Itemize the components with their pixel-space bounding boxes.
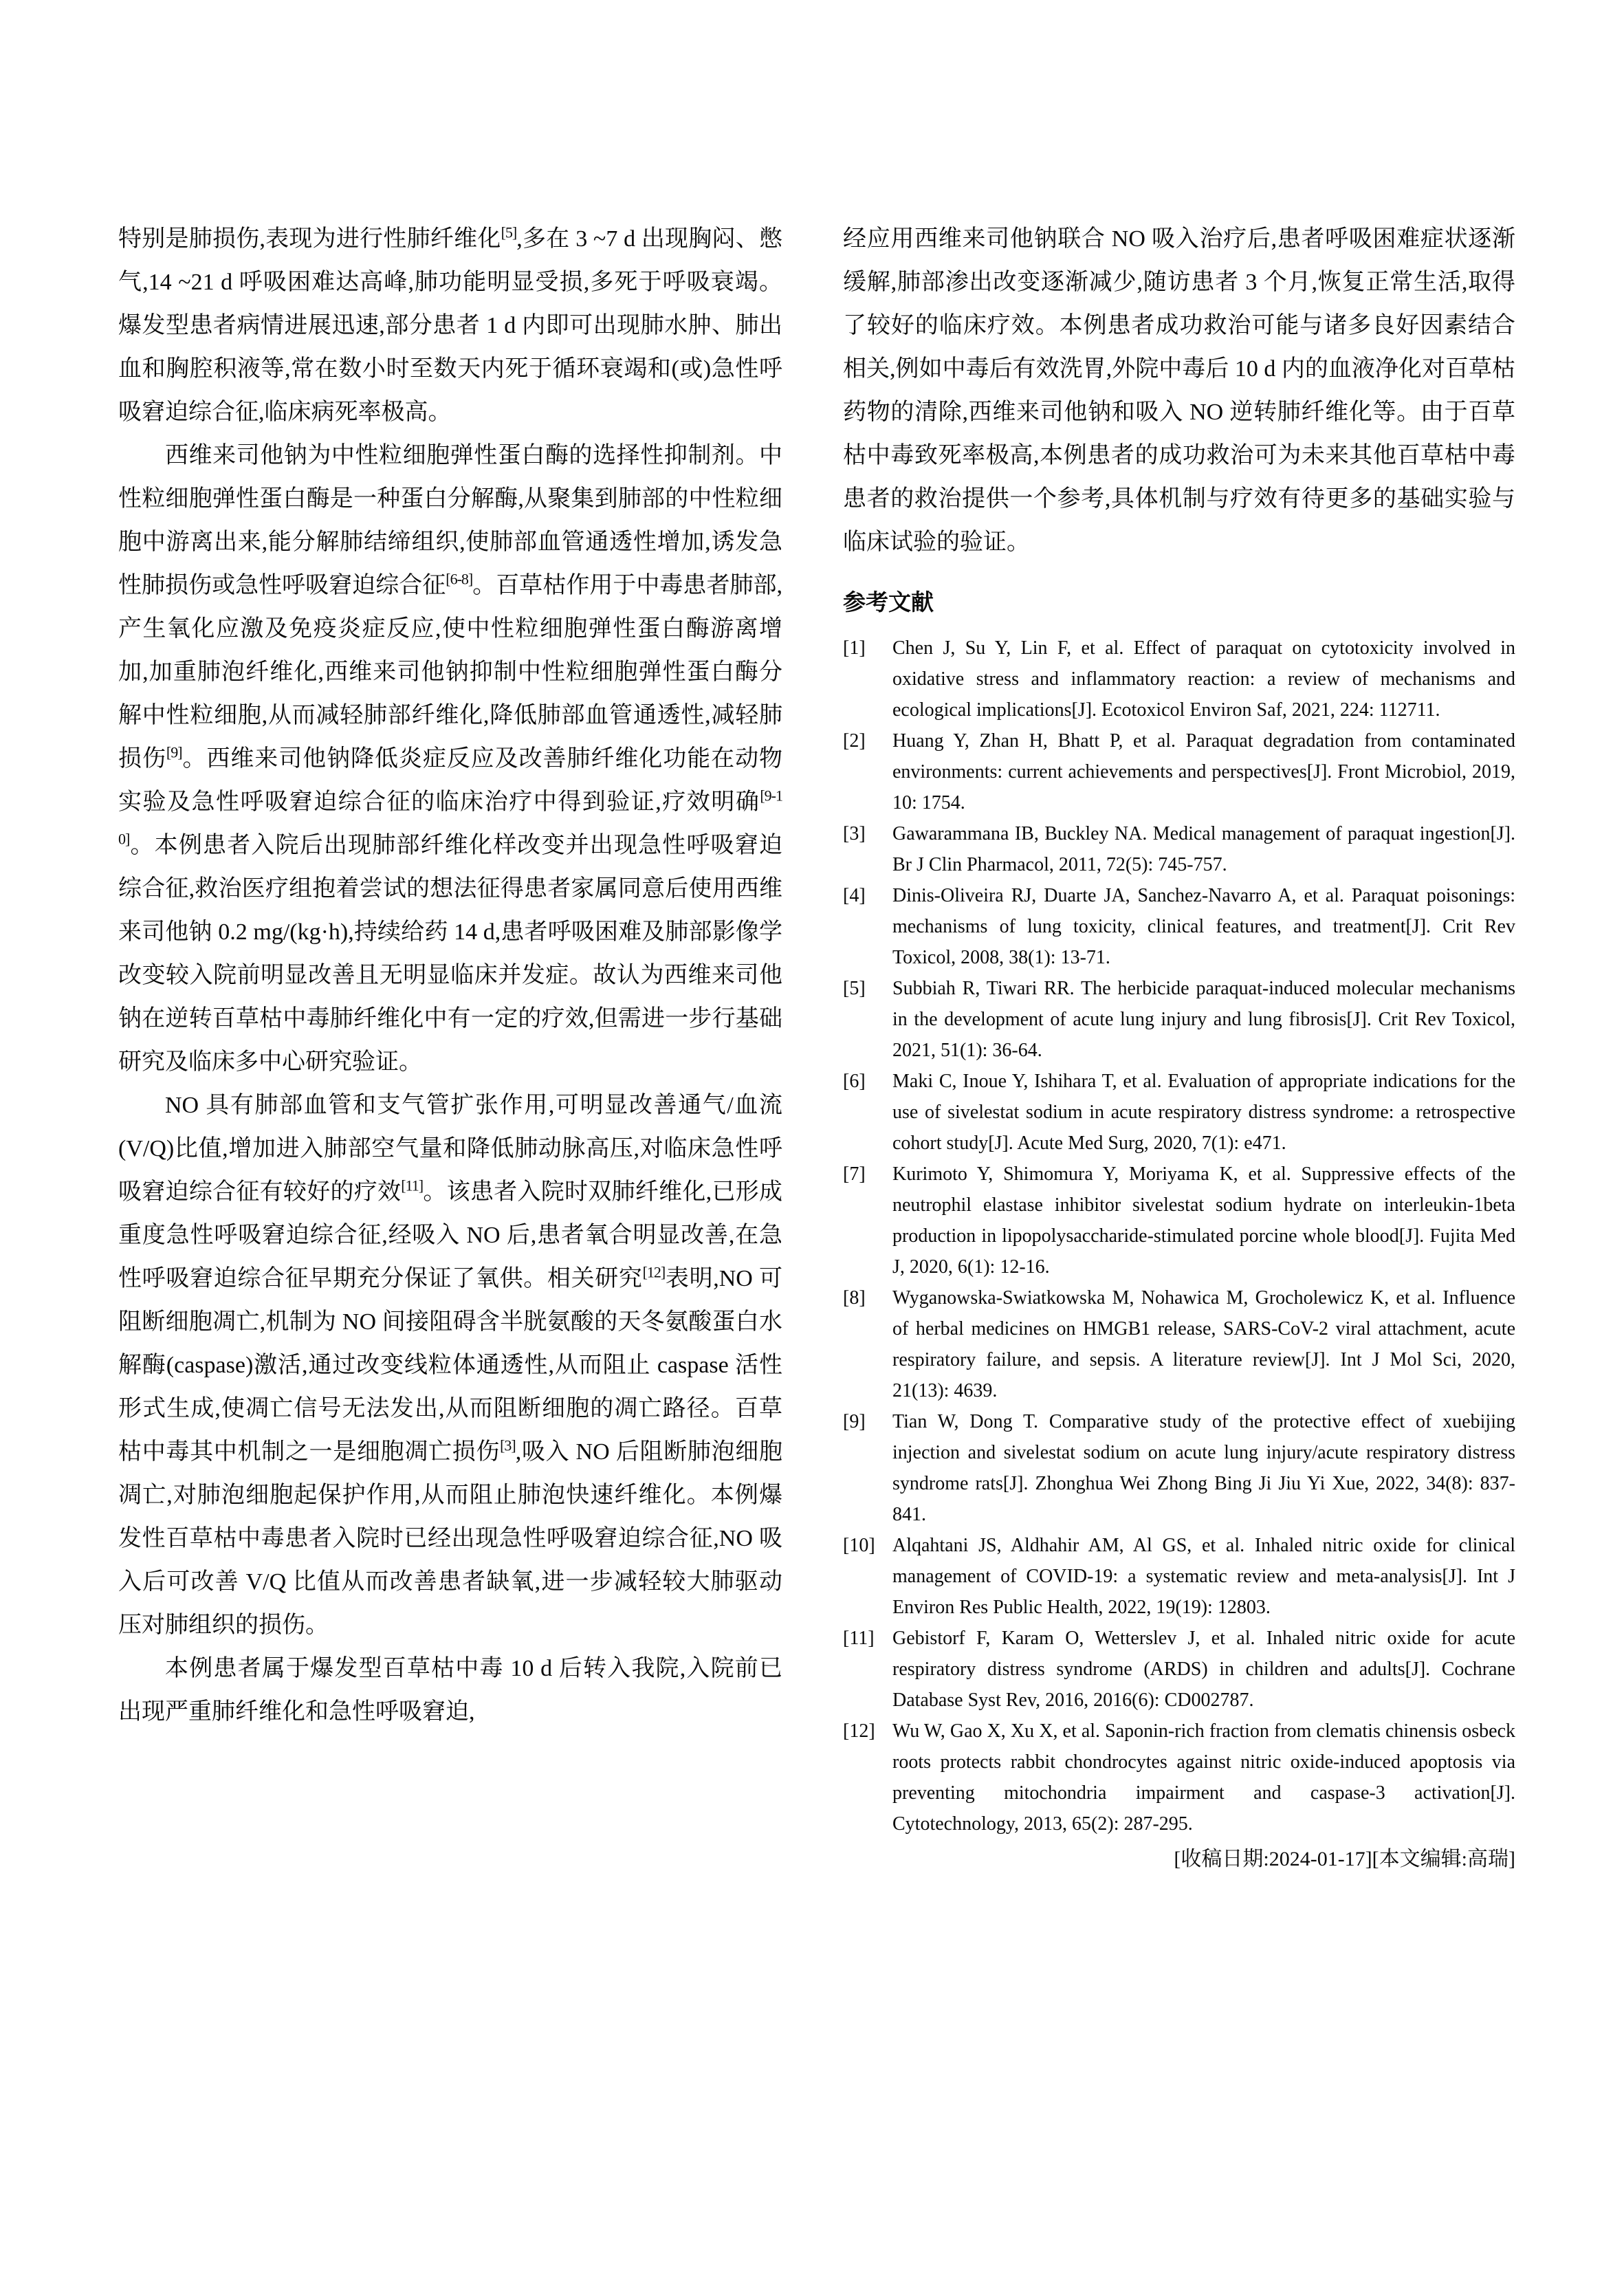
reference-item — [843, 1406, 1515, 1530]
right-text-column — [843, 217, 1515, 1875]
citation-superscript: [3] — [500, 1436, 516, 1454]
paragraph: 经应用西维来司他钠联合 NO 吸入治疗后,患者呼吸困难症状逐渐缓解,肺部渗出改变逐渐减少,随访患者 3 个月,恢复正常生活,取得了较好的临床疗效。本例患者成功救治可能与诸多良好因素结合相关,例如中毒后有效洗胃,外院中毒后 10 d 内的血液净化对百草枯药物的清除,西维来司他钠和吸入 NO 逆转肺纤维化等。由于百草枯中毒致死率极高,本例患者的成功救治可为未来其他百草枯中毒患者的救治提供一个参考,具体机制与疗效有待更多的基础实验与临床试验的验证。 — [843, 226, 1515, 555]
right-column-body — [843, 217, 1515, 564]
reference-number: [3] — [843, 823, 866, 844]
reference-item — [843, 1282, 1515, 1406]
reference-item — [843, 1530, 1515, 1623]
reference-text: Huang Y, Zhan H, Bhatt P, et al. Paraquat degradation from contaminated environments: current achievements and perspectives[J]. Front Microbiol, 2019, 10: 1754. — [892, 730, 1515, 813]
reference-text: Subbiah R, Tiwari RR. The herbicide paraquat-induced molecular mechanisms in the development of acute lung injury and lung fibrosis[J]. Crit Rev Toxicol, 2021, 51(1): 36-64. — [892, 978, 1515, 1061]
received-date: [收稿日期:2024-01-17] — [1174, 1848, 1372, 1870]
reference-number: [11] — [843, 1628, 875, 1649]
references-heading: 参考文献 — [843, 589, 934, 615]
reference-text: Kurimoto Y, Shimomura Y, Moriyama K, et al. Suppressive effects of the neutrophil elastase inhibitor sivelestat sodium hydrate on interleukin-1beta production in lipopolysaccharide-stimulated porcine whole blood[J]. Fujita Med J, 2020, 6(1): 12-16. — [892, 1163, 1515, 1278]
citation-superscript: [12] — [642, 1263, 666, 1281]
reference-item — [843, 725, 1515, 818]
citation-superscript: [6-8] — [446, 570, 473, 588]
reference-text: Tian W, Dong T. Comparative study of the protective effect of xuebijing injection and sivelestat sodium on acute lung injury/acute respiratory distress syndrome rats[J]. Zhonghua Wei Zhong Bing Ji Jiu Yi Xue, 2022, 34(8): 837-841. — [892, 1411, 1515, 1525]
citation-superscript: [9-10] — [118, 787, 782, 848]
reference-item — [843, 1623, 1515, 1716]
reference-number: [6] — [843, 1071, 866, 1092]
reference-number: [12] — [843, 1720, 875, 1742]
reference-item — [843, 633, 1515, 725]
reference-text: Alqahtani JS, Aldhahir AM, Al GS, et al. Inhaled nitric oxide for clinical management of COVID-19: a systematic review and meta-analysis[J]. Int J Environ Res Public Health, 2022, 19(19): 12803. — [892, 1535, 1515, 1618]
citation-superscript: [11] — [401, 1177, 424, 1194]
references-list — [843, 633, 1515, 1839]
reference-number: [2] — [843, 730, 866, 752]
reference-number: [9] — [843, 1411, 866, 1432]
left-text-column — [118, 217, 782, 1734]
reference-number: [1] — [843, 637, 866, 659]
paragraph: NO 具有肺部血管和支气管扩张作用,可明显改善通气/血流(V/Q)比值,增加进入肺部空气量和降低肺动脉高压,对临床急性呼吸窘迫综合征有较好的疗效[11]。该患者入院时双肺纤维化,已形成重度急性呼吸窘迫综合征,经吸入 NO 后,患者氧合明显改善,在急性呼吸窘迫综合征早期充分保证了氧供。相关研究[12]表明,NO 可阻断细胞凋亡,机制为 NO 间接阻碍含半胱氨酸的天冬氨酸蛋白水解酶(caspase)激活,通过改变线粒体通透性,从而阻止 caspase 活性形式生成,使凋亡信号无法发出,从而阻断细胞的凋亡路径。百草枯中毒其中机制之一是细胞凋亡损伤[3],吸入 NO 后阻断肺泡细胞凋亡,对肺泡细胞起保护作用,从而阻止肺泡快速纤维化。本例爆发性百草枯中毒患者入院时已经出现急性呼吸窘迫综合征,NO 吸入后可改善 V/Q 比值从而改善患者缺氧,进一步减轻较大肺驱动压对肺组织的损伤。 — [118, 1093, 783, 1638]
article-footer — [843, 1844, 1515, 1875]
reference-text: Wu W, Gao X, Xu X, et al. Saponin-rich fraction from clematis chinensis osbeck roots protects rabbit chondrocytes against nitric oxide-induced apoptosis via preventing mitochondria impairment and caspase-3 activation[J]. Cytotechnology, 2013, 65(2): 287-295. — [892, 1720, 1515, 1835]
reference-text: Dinis-Oliveira RJ, Duarte JA, Sanchez-Navarro A, et al. Paraquat poisonings: mechanisms of lung toxicity, clinical features, and treatment[J]. Crit Rev Toxicol, 2008, 38(1): 13-71. — [892, 885, 1515, 968]
reference-item — [843, 973, 1515, 1066]
reference-text: Maki C, Inoue Y, Ishihara T, et al. Evaluation of appropriate indications for the use of sivelestat sodium in acute respiratory distress syndrome: a retrospective cohort study[J]. Acute Med Surg, 2020, 7(1): e471. — [892, 1071, 1515, 1154]
citation-superscript: [5] — [501, 223, 517, 241]
reference-number: [10] — [843, 1535, 875, 1556]
reference-number: [5] — [843, 978, 866, 999]
reference-text: Wyganowska-Swiatkowska M, Nohawica M, Grocholewicz K, et al. Influence of herbal medicines on HMGB1 release, SARS-CoV-2 viral attachment, acute respiratory failure, and sepsis. A literature review[J]. Int J Mol Sci, 2020, 21(13): 4639. — [892, 1287, 1515, 1401]
reference-item — [843, 1716, 1515, 1839]
paragraph: 本例患者属于爆发型百草枯中毒 10 d 后转入我院,入院前已出现严重肺纤维化和急性呼吸窘迫, — [118, 1656, 782, 1725]
reference-number: [4] — [843, 885, 866, 906]
reference-text: Gawarammana IB, Buckley NA. Medical management of paraquat ingestion[J]. Br J Clin Pharmacol, 2011, 72(5): 745-757. — [892, 823, 1515, 875]
editor-credit: [本文编辑:高瑞] — [1372, 1848, 1515, 1870]
citation-superscript: [9] — [166, 743, 182, 761]
paragraph: 西维来司他钠为中性粒细胞弹性蛋白酶的选择性抑制剂。中性粒细胞弹性蛋白酶是一种蛋白分解酶,从聚集到肺部的中性粒细胞中游离出来,能分解肺结缔组织,使肺部血管通透性增加,诱发急性肺损伤或急性呼吸窘迫综合征[6-8]。百草枯作用于中毒患者肺部,产生氧化应激及免疫炎症反应,使中性粒细胞弹性蛋白酶游离增加,加重肺泡纤维化,西维来司他钠抑制中性粒细胞弹性蛋白酶分解中性粒细胞,从而减轻肺部纤维化,降低肺部血管通透性,减轻肺损伤[9]。西维来司他钠降低炎症反应及改善肺纤维化功能在动物实验及急性呼吸窘迫综合征的临床治疗中得到验证,疗效明确[9-10]。本例患者入院后出现肺部纤维化样改变并出现急性呼吸窘迫综合征,救治医疗组抱着尝试的想法征得患者家属同意后使用西维来司他钠 0.2 mg/(kg·h),持续给药 14 d,患者呼吸困难及肺部影像学改变较入院前明显改善且无明显临床并发症。故认为西维来司他钠在逆转百草枯中毒肺纤维化中有一定的疗效,但需进一步行基础研究及临床多中心研究验证。 — [118, 443, 783, 1075]
reference-text: Gebistorf F, Karam O, Wetterslev J, et al. Inhaled nitric oxide for acute respiratory distress syndrome (ARDS) in children and adults[J]. Cochrane Database Syst Rev, 2016, 2016(6): CD002787. — [892, 1628, 1515, 1711]
reference-item — [843, 1159, 1515, 1282]
reference-number: [8] — [843, 1287, 866, 1309]
reference-item — [843, 880, 1515, 973]
reference-item — [843, 1066, 1515, 1159]
reference-item — [843, 818, 1515, 880]
reference-text: Chen J, Su Y, Lin F, et al. Effect of paraquat on cytotoxicity involved in oxidative stress and inflammatory reaction: a review of mechanisms and ecological implications[J]. Ecotoxicol Environ Saf, 2021, 224: 112711. — [892, 637, 1515, 721]
reference-number: [7] — [843, 1163, 866, 1185]
paragraph: 特别是肺损伤,表现为进行性肺纤维化[5],多在 3 ~7 d 出现胸闷、憋气,14 ~21 d 呼吸困难达高峰,肺功能明显受损,多死于呼吸衰竭。爆发型患者病情进展迅速,部分患者 1 d 内即可出现肺水肿、肺出血和胸腔积液等,常在数小时至数天内死于循环衰竭和(或)急性呼吸窘迫综合征,临床病死率极高。 — [118, 223, 782, 425]
